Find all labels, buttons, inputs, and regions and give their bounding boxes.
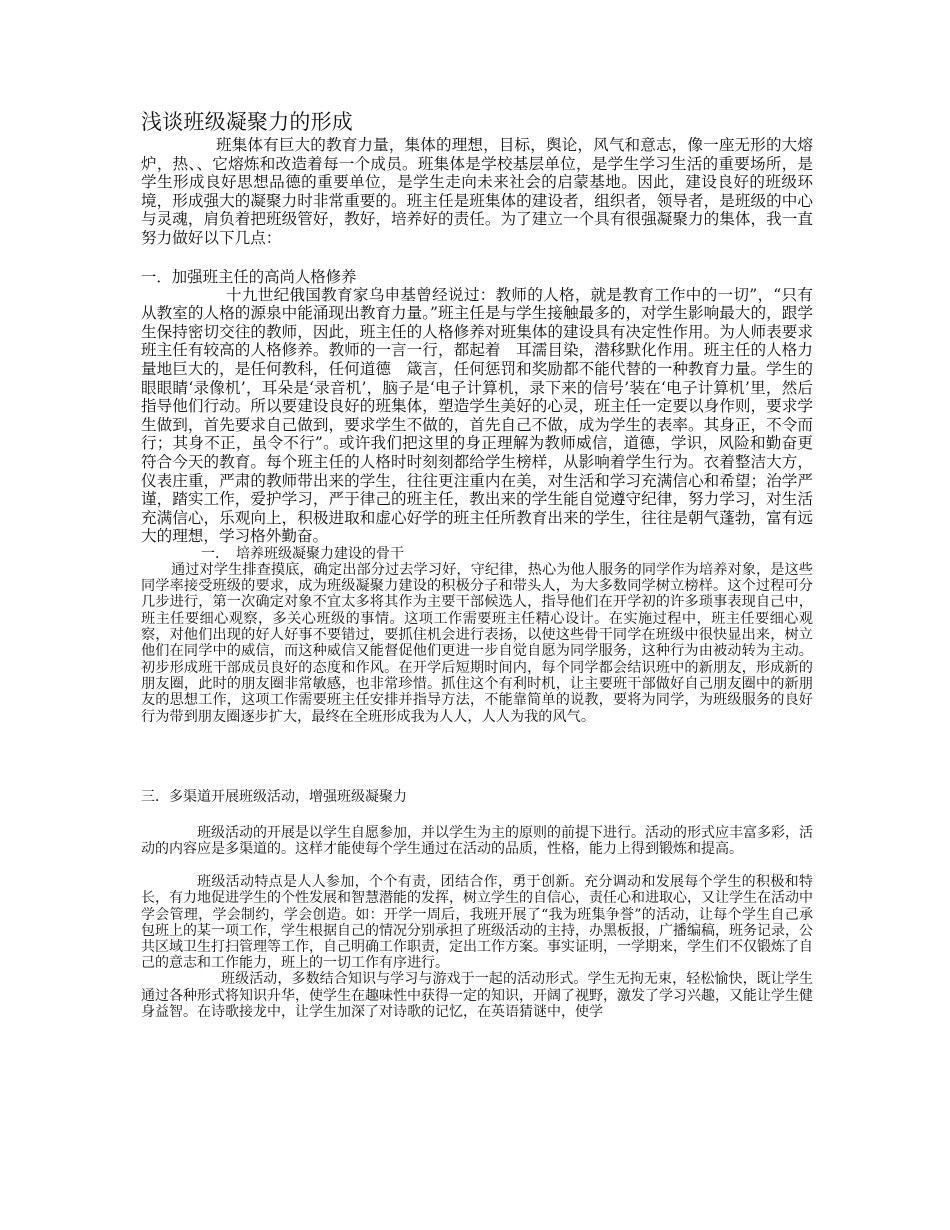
section-3-paragraph-3 [141, 971, 813, 1020]
section-1-heading: 一．加强班主任的高尚人格修养 [141, 267, 357, 286]
section-2-text: 通过对学生排查摸底，确定出部分过去学习好，守纪律，热心为他人服务的同学作为培养对象，是这些同学率接受班级的要求，成为班级凝聚力建设的积极分子和带头人，为大多数同学树立榜样。这个过程可分几步进行，第一次确定对象不宜太多将其作为主要干部候选人，指导他们在开学初的许多琐事表现自己中，班主任要细心观察，多关心班级的事情。这项工作需要班主任精心设计。在实施过程中，班主任要细心观察，对他们出现的好人好事不要错过，要抓住机会进行表扬，以使这些骨干同学在班级中很快显出来，树立他们在同学中的威信，而这种威信又能督促他们更进一步自觉自愿为同学服务，这种行为由被动转为主动。初步形成班干部成员良好的态度和作风。在开学后短期时间内，每个同学都会结识班中的新朋友，形成新的朋友圈，此时的朋友圈非常敏感，也非常珍惜。抓住这个有利时机，让主要班干部做好自己朋友圈中的新朋友的思想工作，这项工作需要班主任安排并指导方法，不能靠简单的说教，要将为同学，为班级服务的良好行为带到朋友圈逐步扩大，最终在全班形成我为人人，人人为我的风气。 [141, 561, 813, 725]
section-3-paragraph-2 [141, 874, 813, 971]
intro-paragraph [141, 136, 813, 248]
section-2-paragraph [141, 562, 813, 725]
section-3-p2-text: 班级活动特点是人人参加，个个有责，团结合作，勇于创新。充分调动和发展每个学生的积极和特长，有力地促进学生的个性发展和智慧潜能的发挥，树立学生的自信心，责任心和进取心，又让学生在活动中学会管理，学会制约，学会创造。如：开学一周后，我班开展了“我为班集争誉”的活动，让每个学生自己承包班上的某一项工作，学生根据自己的情况分别承担了班级活动的主持，办黑板报，广播编稿，班务记录，公共区域卫生打扫管理等工作，自己明确工作职责，定出工作方案。事实证明，一学期来，学生们不仅锻炼了自己的意志和工作能力，班上的一切工作有序进行。 [141, 874, 813, 972]
section-1-text: 十九世纪俄国教育家乌申基曾经说过：教师的人格，就是教育工作中的一切”，“只有从教室的人格的源泉中能涌现出教育力量。”班主任是与学生接触最多的，对学生影响最大的，跟学生保持密切交往的教师，因此，班主任的人格修养对班集体的建设具有决定性作用。为人师表要求班主任有较高的人格修养。教师的一言一行，都起着 耳濡目染，潜移默化作用。班主任的人格力量地巨大的，是任何教科，任何道德 箴言，任何惩罚和奖励都不能代替的一种教育力量。学生的眼眼睛‘录像机’，耳朵是‘录音机’，脑子是‘电子计算机，录下来的信号’装在‘电子计算机’里，然后指导他们行动。所以要建设良好的班集体，塑造学生美好的心灵，班主任一定要以身作则，要求学生做到，首先要求自己做到，要求学生不做的，首先自己不做，成为学生的表率。其身正，不令而行；其身不正，虽令不行”。或许我们把这里的身正理解为教师威信，道德，学识，风险和勤奋更符合今天的教育。每个班主任的人格时时刻刻都给学生榜样，从影响着学生行为。衣着整洁大方，仪表庄重，严肃的教师带出来的学生，往往更注重内在美，对生活和学习充满信心和希望；治学严谨，踏实工作，爱护学习，严于律己的班主任，教出来的学生能自觉遵守纪律，努力学习，对生活充满信心，乐观向上，积极进取和虚心好学的班主任所教育出来的学生，往往是朝气蓬勃，富有远大的理想，学习格外勤奋。 [141, 285, 813, 546]
section-1-paragraph [141, 286, 813, 546]
section-3-paragraph-1 [141, 825, 813, 857]
document-page [141, 108, 813, 1020]
intro-text: 班集体有巨大的教育力量，集体的理想，目标，舆论，风气和意志，像一座无形的大熔炉，热、、它熔炼和改造着每一个成员。班集体是学校基层单位，是学生学习生活的重要场所，是学生形成良好思想品德的重要单位，是学生走向未来社会的启蒙基地。因此，建设良好的班级环境，形成强大的凝聚力时非常重要的。班主任是班集体的建设者，组织者，领导者，是班级的中心与灵魂，肩负着把班级管好，教好，培养好的责任。为了建立一个具有很强凝聚力的集体，我一直努力做好以下几点： [141, 136, 813, 247]
section-3-heading: 三．多渠道开展班级活动，增强班级凝聚力 [141, 788, 407, 805]
section-2-heading: 一． 培养班级凝聚力建设的骨干 [201, 545, 404, 562]
section-3-p3-text: 班级活动，多数结合知识与学习与游戏于一起的活动形式。学生无拘无束，轻松愉快，既让学生通过各种形式将知识升华，使学生在趣味性中获得一定的知识，开阔了视野，激发了学习兴趣，又能让学生健身益智。在诗歌接龙中，让学生加深了对诗歌的记忆，在英语猜谜中，使学 [141, 971, 813, 1020]
section-3-p1-text: 班级活动的开展是以学生自愿参加，并以学生为主的原则的前提下进行。活动的形式应丰富多彩，活动的内容应是多渠道的。这样才能使每个学生通过在活动的品质，性格，能力上得到锻炼和提高。 [141, 824, 813, 858]
document-title: 浅谈班级凝聚力的形成 [141, 110, 353, 134]
